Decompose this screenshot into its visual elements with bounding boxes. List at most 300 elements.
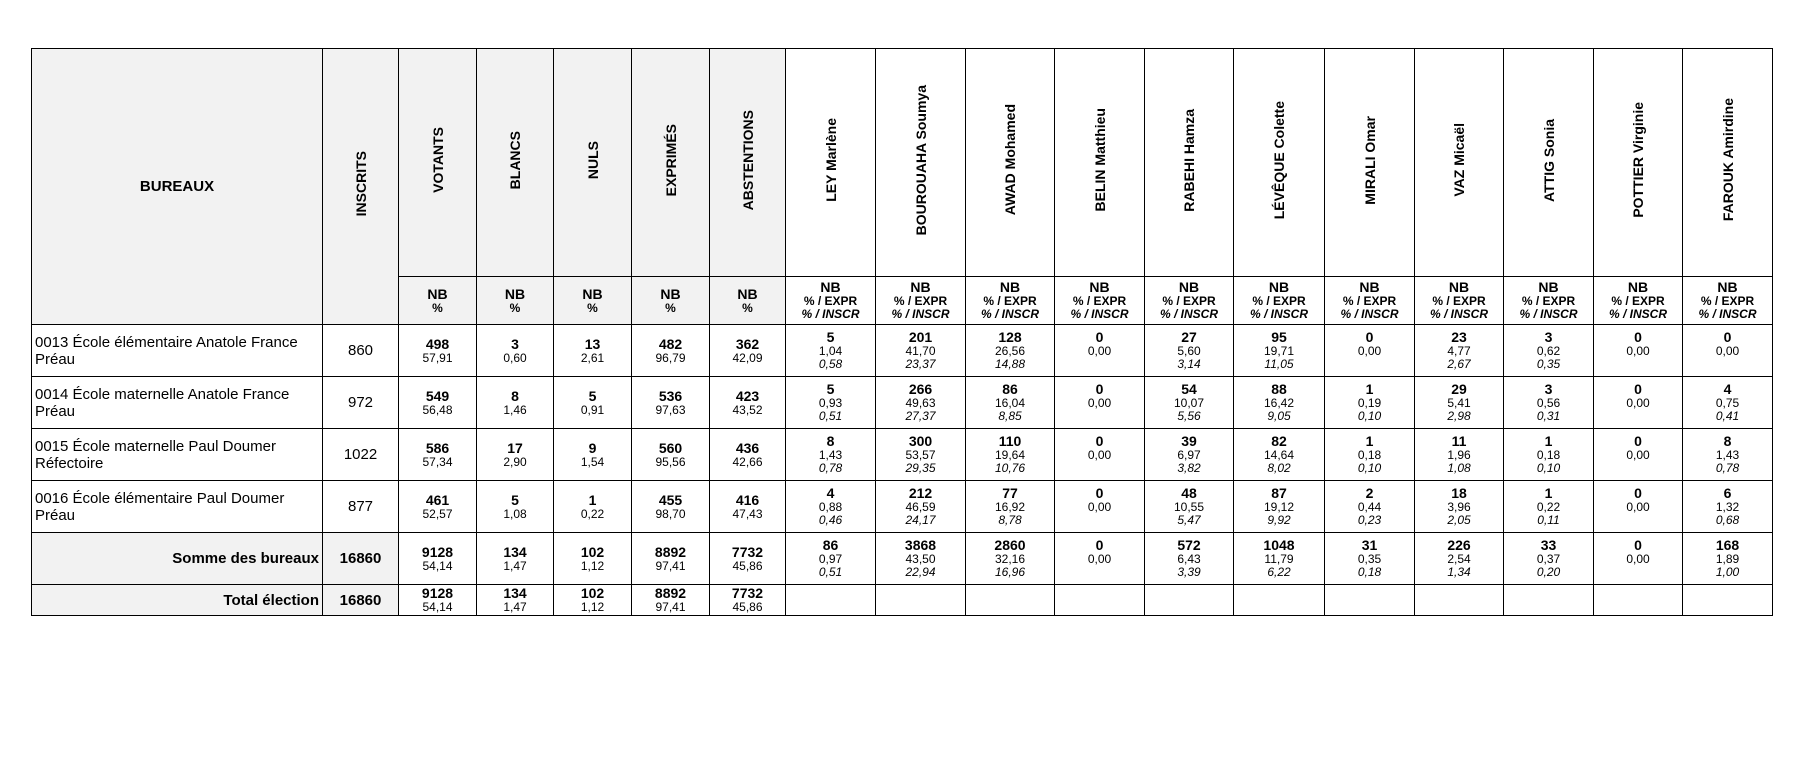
pct-expr: 43,50 — [905, 552, 936, 566]
pct-expr-label: % / EXPR — [1072, 294, 1127, 308]
candidate-subheader — [1683, 277, 1773, 325]
candidate-cell — [1594, 325, 1683, 377]
pct-label: % — [587, 300, 598, 315]
stat-nb: 461 — [425, 491, 450, 508]
total-row — [32, 585, 1773, 616]
table-body — [32, 325, 1773, 616]
candidate-cell — [1234, 533, 1325, 585]
stat-pct: 1,54 — [580, 454, 605, 469]
stat-pct: 42,66 — [732, 454, 763, 469]
candidate-cell — [1594, 377, 1683, 429]
votes-nb: 54 — [1181, 381, 1197, 397]
candidate-cell — [1145, 377, 1234, 429]
stat-cell — [632, 325, 710, 377]
stat-pct: 95,56 — [655, 454, 686, 469]
votes-nb: 128 — [998, 329, 1022, 345]
pct-expr: 0,00 — [1626, 396, 1650, 410]
votes-nb: 3 — [1544, 381, 1553, 397]
candidate-cell — [786, 429, 876, 481]
candidate-cell — [1145, 325, 1234, 377]
pct-inscr: 2,05 — [1447, 513, 1471, 527]
candidate-name: BOUROUAHA Soumya — [912, 84, 929, 236]
stat-nb: 9128 — [421, 585, 454, 601]
pct-inscr: 2,67 — [1447, 357, 1471, 371]
pct-inscr: 0,68 — [1715, 513, 1740, 527]
votes-nb: 27 — [1181, 329, 1197, 345]
candidate-header — [1504, 49, 1594, 277]
bureau-name: 0016 École élémentaire Paul Doumer Préau — [32, 481, 323, 533]
votes-nb: 212 — [908, 485, 933, 501]
candidate-cell — [1234, 481, 1325, 533]
stat-nb: 17 — [507, 439, 523, 456]
stat-pct: 1,12 — [580, 600, 605, 614]
votes-nb: 31 — [1361, 537, 1378, 553]
pct-inscr: 1,00 — [1715, 565, 1740, 579]
pct-expr: 19,71 — [1263, 344, 1295, 358]
votes-nb: 82 — [1271, 433, 1287, 449]
stat-pct: 0,91 — [580, 402, 605, 417]
stat-pct: 0,22 — [580, 506, 605, 521]
candidate-header — [876, 49, 966, 277]
votes-nb: 572 — [1177, 537, 1201, 553]
stat-pct: 52,57 — [422, 506, 453, 521]
pct-label: % — [432, 300, 443, 315]
pct-expr: 1,32 — [1715, 500, 1740, 514]
pct-inscr: 24,17 — [905, 513, 936, 527]
votes-nb: 0 — [1095, 329, 1104, 345]
pct-expr: 5,60 — [1177, 344, 1201, 358]
stat-pct: 2,90 — [503, 454, 527, 469]
votes-nb: 3 — [1544, 329, 1553, 345]
votes-nb: 0 — [1095, 433, 1104, 449]
empty-cell — [1594, 585, 1683, 616]
table-row — [32, 377, 1773, 429]
votes-nb: 0 — [1095, 537, 1104, 553]
candidate-cell — [1145, 481, 1234, 533]
stat-pct: 1,47 — [503, 600, 527, 614]
inscrits-cell: 972 — [323, 377, 399, 429]
pct-expr: 6,97 — [1177, 448, 1201, 462]
nb-label: NB — [1268, 279, 1290, 295]
candidate-header — [1594, 49, 1683, 277]
stat-pct: 56,48 — [422, 402, 453, 417]
votes-nb: 2860 — [994, 537, 1026, 553]
pct-expr: 11,79 — [1264, 552, 1294, 566]
pct-inscr — [1594, 566, 1682, 579]
pct-expr: 0,00 — [1626, 344, 1650, 358]
candidate-cell — [1594, 429, 1683, 481]
stat-nb: 536 — [658, 387, 683, 404]
pct-inscr: 0,51 — [818, 409, 843, 423]
bureau-name: 0014 École maternelle Anatole France Préau — [32, 377, 323, 429]
stat-nb: 455 — [658, 491, 683, 508]
pct-expr: 1,04 — [818, 344, 843, 358]
pct-inscr — [1594, 462, 1682, 475]
stat-cell — [477, 533, 554, 585]
abstentions-header-label: ABSTENTIONS — [739, 109, 756, 211]
votes-nb: 4 — [1723, 381, 1732, 397]
pct-label: % — [742, 300, 753, 315]
stat-cell — [710, 481, 786, 533]
inscrits-cell: 16860 — [323, 585, 399, 616]
candidate-cell — [1415, 377, 1504, 429]
stat-pct: 57,34 — [422, 454, 453, 469]
pct-inscr: 0,10 — [1357, 409, 1382, 423]
inscrits-cell: 860 — [323, 325, 399, 377]
stat-cell — [554, 325, 632, 377]
pct-inscr-label: % / INSCR — [1249, 307, 1308, 321]
bureau-name: 0015 École maternelle Paul Doumer Réfectoire — [32, 429, 323, 481]
candidate-name: BELIN Matthieu — [1091, 108, 1108, 212]
candidate-cell — [1594, 533, 1683, 585]
votes-nb: 87 — [1271, 485, 1287, 501]
somme-label: Somme des bureaux — [32, 533, 323, 585]
pct-expr: 0,18 — [1357, 448, 1382, 462]
pct-expr-label: % / EXPR — [803, 294, 858, 308]
candidate-cell — [1234, 429, 1325, 481]
candidate-header — [786, 49, 876, 277]
candidate-cell — [1683, 325, 1773, 377]
pct-inscr-label: % / INSCR — [1519, 307, 1578, 321]
inscrits-header — [323, 49, 399, 325]
candidate-cell — [876, 533, 966, 585]
nb-label: NB — [910, 279, 931, 295]
votes-nb: 77 — [1002, 485, 1018, 501]
stat-cell — [399, 325, 477, 377]
table-row — [32, 325, 1773, 377]
stat-pct: 96,79 — [655, 350, 686, 365]
stat-cell — [477, 377, 554, 429]
candidate-cell — [1683, 533, 1773, 585]
votes-nb: 110 — [998, 433, 1022, 449]
pct-expr: 14,64 — [1263, 448, 1295, 462]
pct-expr: 3,96 — [1447, 500, 1471, 514]
pct-inscr: 11,05 — [1264, 357, 1294, 371]
pct-inscr — [1594, 358, 1682, 371]
stat-nb: 436 — [735, 439, 760, 456]
stat-nb: 9 — [588, 439, 597, 456]
candidate-cell — [876, 377, 966, 429]
pct-expr: 10,55 — [1173, 500, 1205, 514]
pct-inscr: 6,22 — [1267, 565, 1291, 579]
pct-expr-label: % / EXPR — [1700, 294, 1755, 308]
inscrits-header-label: INSCRITS — [352, 151, 369, 217]
total-label: Total élection — [32, 585, 323, 616]
votes-nb: 0 — [1095, 485, 1104, 501]
candidate-name: RABEHI Hamza — [1181, 108, 1197, 212]
stat-header — [399, 49, 477, 277]
candidate-name: POTTIER Virginie — [1630, 102, 1646, 218]
votes-nb: 1 — [1544, 433, 1553, 449]
inscrits-cell: 16860 — [323, 533, 399, 585]
candidate-cell — [1683, 429, 1773, 481]
nb-label: NB — [582, 285, 603, 302]
pct-expr: 6,43 — [1177, 552, 1201, 566]
candidate-cell — [1325, 481, 1415, 533]
pct-expr: 0,00 — [1087, 448, 1112, 462]
pct-inscr — [1055, 514, 1144, 527]
pct-expr: 0,88 — [818, 500, 843, 514]
candidate-subheader — [876, 277, 966, 325]
pct-expr: 0,44 — [1357, 500, 1382, 514]
pct-inscr: 0,78 — [1715, 461, 1740, 475]
candidate-header — [1683, 49, 1773, 277]
candidate-header — [1055, 49, 1145, 277]
pct-expr: 16,92 — [994, 500, 1026, 514]
pct-expr-label: % / EXPR — [1342, 294, 1397, 308]
pct-expr: 0,62 — [1536, 344, 1561, 358]
stat-nb: 586 — [425, 439, 450, 456]
empty-cell — [1504, 585, 1594, 616]
empty-cell — [1145, 585, 1234, 616]
votes-nb: 33 — [1540, 537, 1557, 553]
pct-inscr — [1325, 358, 1414, 371]
pct-inscr: 3,39 — [1177, 565, 1201, 579]
stat-pct: 45,86 — [732, 600, 763, 614]
candidate-subheader — [786, 277, 876, 325]
candidate-cell — [1415, 429, 1504, 481]
exprimes-header-label: EXPRIMÉS — [662, 123, 679, 197]
candidate-name: FAROUK Amirdine — [1719, 98, 1736, 222]
pct-inscr: 14,88 — [994, 357, 1026, 371]
stat-header — [554, 49, 632, 277]
stat-cell — [632, 481, 710, 533]
votes-nb: 11 — [1451, 433, 1467, 449]
empty-cell — [876, 585, 966, 616]
stat-nb: 5 — [511, 491, 519, 508]
pct-expr: 16,42 — [1263, 396, 1295, 410]
stat-nb: 13 — [584, 335, 601, 352]
pct-inscr — [1594, 410, 1682, 423]
candidate-name: ATTIG Sonia — [1540, 118, 1557, 202]
nb-label: NB — [427, 285, 448, 302]
pct-inscr: 0,23 — [1357, 513, 1382, 527]
votes-nb: 1 — [1365, 433, 1374, 449]
stat-pct: 1,08 — [503, 506, 527, 521]
pct-inscr: 8,78 — [998, 513, 1022, 527]
pct-expr: 0,00 — [1715, 344, 1740, 358]
candidate-cell — [1055, 481, 1145, 533]
candidate-cell — [1504, 533, 1594, 585]
pct-expr: 0,00 — [1087, 552, 1112, 566]
votes-nb: 48 — [1181, 485, 1197, 501]
candidate-cell — [966, 325, 1055, 377]
candidate-cell — [1594, 481, 1683, 533]
nb-label: NB — [737, 285, 758, 302]
stat-nb: 134 — [503, 585, 527, 601]
stat-header — [710, 49, 786, 277]
stat-cell — [477, 325, 554, 377]
stat-subheader — [399, 277, 477, 325]
stat-pct: 98,70 — [655, 506, 686, 521]
pct-inscr: 5,56 — [1177, 409, 1201, 423]
stat-nb: 362 — [735, 335, 760, 352]
votes-nb: 1048 — [1263, 537, 1295, 553]
pct-expr: 46,59 — [905, 500, 936, 514]
pct-inscr — [1594, 514, 1682, 527]
stat-cell — [399, 585, 477, 616]
votes-nb: 2 — [1365, 485, 1374, 501]
pct-inscr-label: % / INSCR — [980, 307, 1039, 321]
stat-pct: 97,41 — [655, 558, 686, 573]
stat-cell — [632, 533, 710, 585]
candidate-subheader — [1594, 277, 1683, 325]
votes-nb: 5 — [826, 329, 835, 345]
pct-inscr-label: % / INSCR — [1608, 307, 1667, 321]
pct-expr: 0,00 — [1626, 552, 1650, 566]
empty-cell — [1055, 585, 1145, 616]
stat-cell — [632, 429, 710, 481]
candidate-cell — [966, 481, 1055, 533]
pct-expr: 0,22 — [1536, 500, 1561, 514]
candidate-header — [1325, 49, 1415, 277]
candidate-cell — [966, 429, 1055, 481]
stat-pct: 1,47 — [503, 558, 527, 573]
stat-cell — [554, 377, 632, 429]
stat-pct: 47,43 — [732, 506, 763, 521]
stat-nb: 549 — [425, 387, 450, 404]
votes-nb: 29 — [1451, 381, 1467, 397]
stat-cell — [477, 585, 554, 616]
nb-label: NB — [1717, 279, 1738, 295]
candidate-subheader — [966, 277, 1055, 325]
votes-nb: 18 — [1451, 485, 1467, 501]
stat-subheader — [710, 277, 786, 325]
stat-subheader — [477, 277, 554, 325]
pct-inscr: 0,41 — [1715, 409, 1740, 423]
stat-nb: 560 — [658, 439, 683, 456]
stat-pct: 1,12 — [580, 558, 605, 573]
candidate-subheader — [1055, 277, 1145, 325]
candidate-cell — [1415, 533, 1504, 585]
votes-nb: 86 — [822, 537, 839, 553]
nb-label: NB — [504, 285, 526, 302]
pct-expr: 19,12 — [1263, 500, 1295, 514]
candidate-header — [966, 49, 1055, 277]
inscrits-cell: 877 — [323, 481, 399, 533]
pct-inscr: 5,47 — [1177, 513, 1201, 527]
candidate-cell — [1683, 377, 1773, 429]
pct-expr: 0,37 — [1536, 552, 1561, 566]
pct-inscr-label: % / INSCR — [891, 307, 950, 321]
pct-expr: 1,43 — [818, 448, 843, 462]
candidate-header — [1145, 49, 1234, 277]
candidate-header — [1415, 49, 1504, 277]
votes-nb: 300 — [908, 433, 933, 449]
pct-inscr: 1,34 — [1447, 565, 1471, 579]
nb-label: NB — [1359, 279, 1380, 295]
candidate-cell — [876, 481, 966, 533]
pct-expr: 16,04 — [994, 396, 1026, 410]
pct-expr: 26,56 — [994, 344, 1026, 358]
candidate-cell — [1234, 325, 1325, 377]
pct-inscr-label: % / INSCR — [1070, 307, 1129, 321]
candidate-subheader — [1415, 277, 1504, 325]
nb-label: NB — [1448, 279, 1470, 295]
stat-cell — [710, 377, 786, 429]
nuls-header-label: NULS — [584, 140, 601, 180]
votes-nb: 0 — [1634, 537, 1642, 553]
votes-nb: 0 — [1634, 433, 1642, 449]
candidate-subheader — [1325, 277, 1415, 325]
stat-cell — [399, 429, 477, 481]
stat-cell — [399, 533, 477, 585]
candidate-cell — [786, 481, 876, 533]
pct-expr: 1,43 — [1715, 448, 1740, 462]
stat-pct: 57,91 — [422, 350, 453, 365]
stat-nb: 3 — [511, 335, 519, 352]
candidate-cell — [786, 377, 876, 429]
stat-pct: 54,14 — [422, 558, 453, 573]
pct-expr: 0,00 — [1087, 396, 1112, 410]
candidate-cell — [966, 377, 1055, 429]
pct-expr: 1,96 — [1447, 448, 1471, 462]
stat-pct: 42,09 — [732, 350, 763, 365]
bureaux-header: BUREAUX — [32, 49, 323, 325]
stat-subheader — [554, 277, 632, 325]
stat-cell — [710, 533, 786, 585]
pct-inscr — [1683, 358, 1772, 371]
stat-nb: 102 — [580, 585, 605, 601]
pct-inscr-label: % / INSCR — [1340, 307, 1399, 321]
table-row — [32, 481, 1773, 533]
votes-nb: 39 — [1181, 433, 1197, 449]
stat-nb: 8 — [511, 387, 519, 404]
pct-inscr: 0,35 — [1536, 357, 1561, 371]
pct-expr: 41,70 — [905, 344, 936, 358]
pct-inscr: 27,37 — [905, 409, 936, 423]
stat-cell — [710, 585, 786, 616]
pct-expr: 4,77 — [1447, 344, 1471, 358]
votes-nb: 1 — [1544, 485, 1553, 501]
pct-expr: 5,41 — [1447, 396, 1471, 410]
nb-label: NB — [820, 279, 841, 295]
candidate-cell — [1325, 377, 1415, 429]
pct-inscr: 1,08 — [1447, 461, 1471, 475]
stat-cell — [554, 429, 632, 481]
nb-label: NB — [1178, 279, 1200, 295]
stat-cell — [710, 429, 786, 481]
pct-inscr: 8,85 — [998, 409, 1022, 423]
stat-cell — [399, 377, 477, 429]
pct-inscr — [1055, 566, 1144, 579]
pct-inscr: 0,18 — [1357, 565, 1382, 579]
candidate-cell — [1415, 325, 1504, 377]
candidate-name: AWAD Mohamed — [1002, 104, 1018, 216]
votes-nb: 1 — [1365, 381, 1374, 397]
pct-expr: 10,07 — [1173, 396, 1205, 410]
candidate-name: VAZ Micaël — [1451, 123, 1467, 197]
candidate-cell — [1504, 377, 1594, 429]
somme-row — [32, 533, 1773, 585]
pct-expr-label: % / EXPR — [893, 294, 948, 308]
stat-cell — [477, 481, 554, 533]
votants-header-label: VOTANTS — [429, 127, 446, 193]
stat-pct: 45,86 — [732, 558, 763, 573]
stat-nb: 498 — [425, 335, 450, 352]
pct-label: % — [509, 300, 521, 315]
candidate-subheader — [1145, 277, 1234, 325]
pct-expr: 0,00 — [1087, 500, 1112, 514]
pct-expr: 0,18 — [1536, 448, 1561, 462]
pct-inscr-label: % / INSCR — [1159, 307, 1218, 321]
empty-cell — [1683, 585, 1773, 616]
stat-cell — [554, 533, 632, 585]
pct-inscr: 0,10 — [1357, 461, 1382, 475]
stat-pct: 54,14 — [422, 600, 453, 614]
nb-label: NB — [999, 279, 1021, 295]
pct-expr: 0,75 — [1715, 396, 1740, 410]
